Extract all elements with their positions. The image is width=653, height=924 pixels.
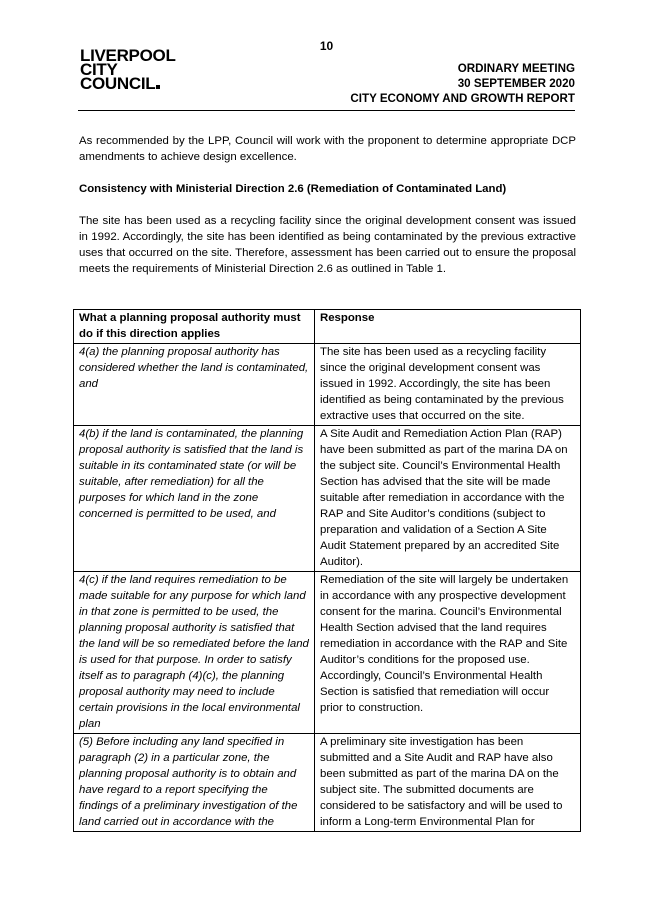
table-row: [74, 344, 581, 426]
requirement-cell: (5) Before including any land specified in paragraph (2) in a particular zone, the planning proposal authority is to obtain and have regard to a report specifying the findings of a preliminary investigation of the land carried out in accordance with the: [74, 734, 315, 832]
logo-dot-icon: [156, 85, 160, 89]
table-header-row: [74, 310, 581, 344]
council-logo: [80, 46, 176, 93]
requirement-cell: 4(b) if the land is contaminated, the planning proposal authority is satisfied that the land is suitable in its contaminated state (or will be suitable, after remediation) for all the purposes for which land in the zone concerned is permitted to be used, and: [74, 426, 315, 572]
logo-line: COUNCIL: [80, 74, 156, 93]
logo-line: CITY: [80, 60, 118, 79]
paragraph: As recommended by the LPP, Council will work with the proponent to determine appropriate DCP amendments to achieve design excellence.: [79, 135, 576, 163]
requirement-cell: 4(a) the planning proposal authority has considered whether the land is contaminated, and: [74, 344, 315, 426]
column-header-response: Response: [315, 310, 581, 344]
logo-line-with-mark: [80, 74, 176, 93]
document-body: [79, 133, 576, 291]
response-cell: A Site Audit and Remediation Action Plan (RAP) have been submitted as part of the marina DA on the subject site. Council’s Environmental Health Section has advised that the site will be made suitable after remediation in accordance with the RAP and Site Auditor’s conditions (subject to preparation and validation of a Section A Site Audit Statement prepared by an accredited Site Auditor).: [315, 426, 581, 572]
table-row: [74, 572, 581, 734]
response-cell: The site has been used as a recycling facility since the original development consent was issued in 1992. Accordingly, the site has been identified as being contaminated by the previous extractive uses that occurred on the site.: [315, 344, 581, 426]
table-row: [74, 734, 581, 832]
response-cell: A preliminary site investigation has been submitted and a Site Audit and RAP have also been submitted as part of the marina DA on the subject site. The submitted documents are considered to be satisfactory and will be used to inform a Long-term Environmental Plan for: [315, 734, 581, 832]
section-heading: Consistency with Ministerial Direction 2.6 (Remediation of Contaminated Land): [79, 183, 507, 195]
meeting-date: 30 SEPTEMBER 2020: [457, 77, 575, 90]
meeting-info: [458, 61, 575, 91]
header-divider: [78, 110, 575, 111]
column-header-requirement: What a planning proposal authority must do if this direction applies: [74, 310, 315, 344]
page-number: 10: [319, 39, 334, 53]
meeting-type: ORDINARY MEETING: [457, 62, 575, 75]
requirement-cell: 4(c) if the land requires remediation to be made suitable for any purpose for which land in that zone is permitted to be used, the planning proposal authority is satisfied that the land will be so remediated before the land is used for that purpose. In order to satisfy itself as to paragraph (4)(c), the planning proposal authority may need to include certain provisions in the local environmental plan: [74, 572, 315, 734]
response-cell: Remediation of the site will largely be undertaken in accordance with any prospective development consent for the marina. Council’s Environmental Health Section advised that the land requires remediation in accordance with the RAP and Site Auditor’s conditions for the proposed use. Accordingly, Council’s Environmental Health Section is satisfied that remediation will occur prior to construction.: [315, 572, 581, 734]
table-row: [74, 426, 581, 572]
report-title: CITY ECONOMY AND GROWTH REPORT: [350, 92, 575, 105]
logo-line: LIVERPOOL: [80, 46, 176, 65]
direction-table: [73, 309, 581, 832]
paragraph: The site has been used as a recycling facility since the original development consent was issued in 1992. Accordingly, the site has been identified as being contaminated by the previous extractive uses that occurred on the site. Therefore, assessment has been carried out to ensure the proposal meets the requirements of Ministerial Direction 2.6 as outlined in Table 1.: [79, 215, 576, 275]
